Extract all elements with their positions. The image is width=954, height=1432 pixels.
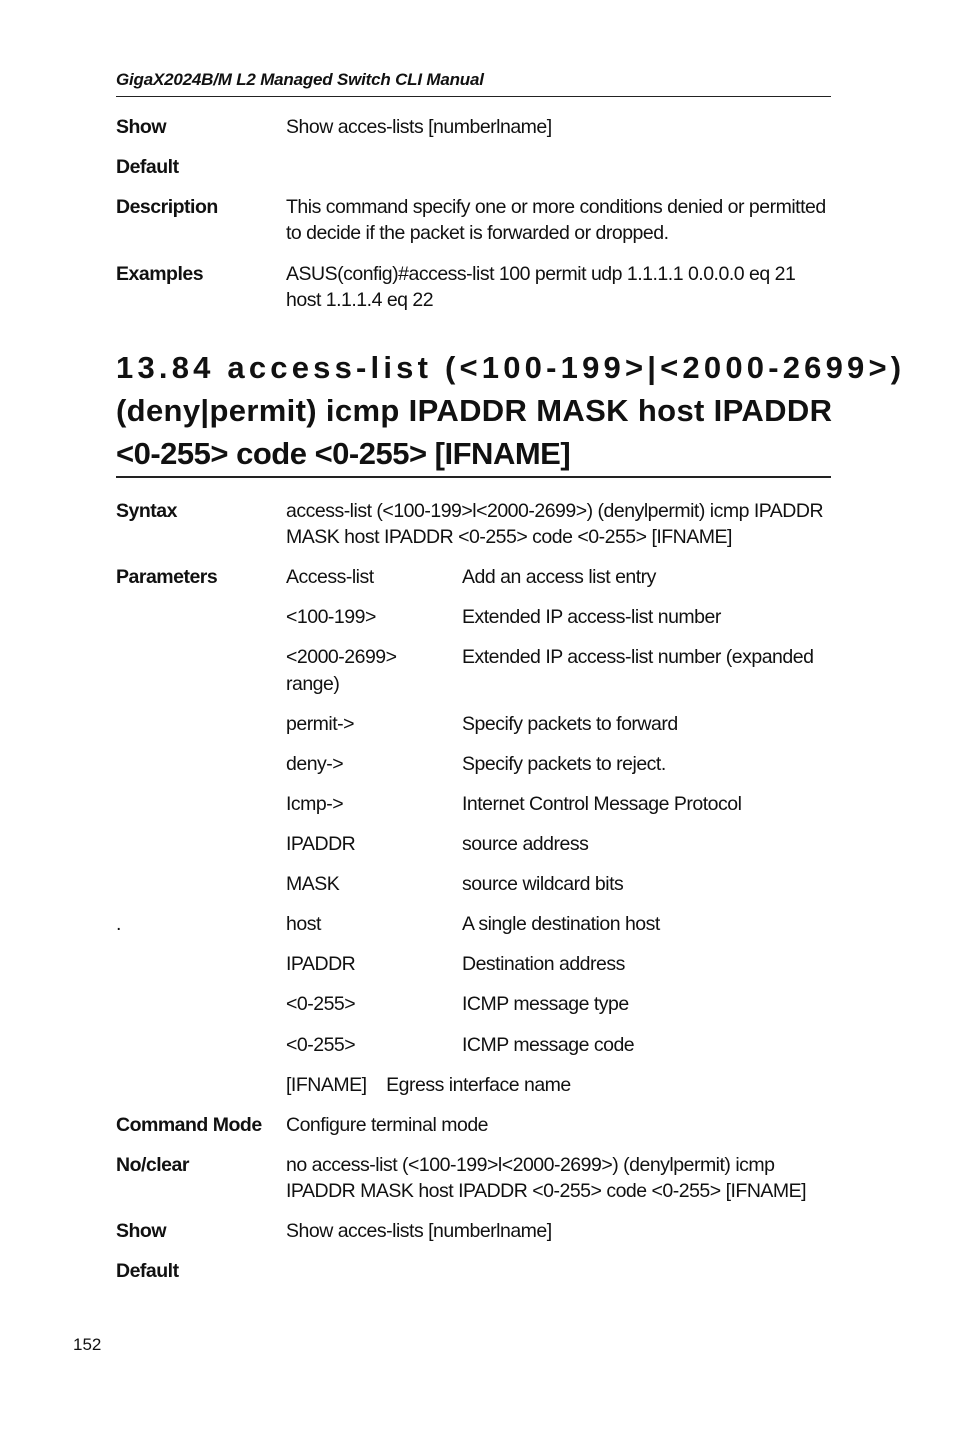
- parameter-name: <0-255>: [286, 1034, 356, 1056]
- parameter-name: MASK: [286, 873, 340, 895]
- parameter-desc: Extended IP access-list number: [462, 606, 721, 628]
- syntax-label: Syntax: [116, 500, 177, 522]
- parameter-name: Icmp->: [286, 793, 344, 815]
- parameter-desc: Add an access list entry: [462, 566, 656, 588]
- section-title-line-2: (deny|permit) icmp IPADDR MASK host IPADDR: [116, 393, 833, 428]
- page-number: 152: [73, 1335, 102, 1354]
- parameter-name: permit->: [286, 713, 355, 735]
- parameter-name: <100-199>: [286, 606, 376, 628]
- parameter-desc: ICMP message type: [462, 993, 629, 1015]
- examples-text: ASUS(config)#access-list 100 permit udp 1.1.1.1 0.0.0.0 eq 21 host 1.1.1.4 eq 22: [286, 263, 796, 311]
- section-title-line-3: <0-255> code <0-255> [IFNAME]: [116, 436, 571, 471]
- default-label: Default: [116, 156, 179, 178]
- parameter-desc: Destination address: [462, 953, 625, 975]
- parameter-desc: A single destination host: [462, 913, 660, 935]
- running-header: GigaX2024B/M L2 Managed Switch CLI Manual: [116, 70, 484, 89]
- parameter-desc: Extended IP access-list number (expanded: [462, 646, 814, 668]
- parameter-desc: Specify packets to reject.: [462, 753, 666, 775]
- description-label: Description: [116, 196, 218, 218]
- section-title-divider: [116, 476, 831, 478]
- parameter-desc: source address: [462, 833, 589, 855]
- show-text: Show acces-lists [numberlname]: [286, 1220, 552, 1242]
- parameter-name: <0-255>: [286, 993, 356, 1015]
- show-label: Show: [116, 116, 166, 138]
- section-title-line-1: 13.84 access-list (<100-199>|<2000-2699>): [116, 350, 906, 385]
- show-label: Show: [116, 1220, 166, 1242]
- parameter-name: Access-list: [286, 566, 374, 588]
- parameter-name: IPADDR: [286, 953, 356, 975]
- parameter-name: host: [286, 913, 321, 935]
- parameter-desc: Specify packets to forward: [462, 713, 678, 735]
- section-title: [116, 346, 906, 475]
- parameter-desc-continuation: range): [286, 673, 340, 695]
- default-label: Default: [116, 1260, 179, 1282]
- examples-label: Examples: [116, 263, 204, 285]
- ifname-row-text: [IFNAME] Egress interface name: [286, 1074, 571, 1096]
- parameter-name: <2000-2699>: [286, 646, 397, 668]
- parameter-name: deny->: [286, 753, 344, 775]
- parameters-label: Parameters: [116, 566, 218, 588]
- command-mode-text: Configure terminal mode: [286, 1114, 489, 1136]
- header-divider: [116, 96, 831, 97]
- stray-dot: .: [116, 913, 121, 935]
- command-mode-label: Command Mode: [116, 1114, 262, 1136]
- parameter-desc: source wildcard bits: [462, 873, 624, 895]
- syntax-text: access-list (<100-199>l<2000-2699>) (denylpermit) icmp IPADDR MASK host IPADDR <0-255> code <0-255> [IFNAME]: [286, 500, 824, 548]
- show-text: Show acces-lists [numberlname]: [286, 116, 552, 138]
- description-text: This command specify one or more conditions denied or permitted to decide if the packet is forwarded or dropped.: [286, 196, 826, 244]
- noclear-text: no access-list (<100-199>l<2000-2699>) (denylpermit) icmp IPADDR MASK host IPADDR <0-255> code <0-255> [IFNAME]: [286, 1154, 807, 1202]
- noclear-label: No/clear: [116, 1154, 189, 1176]
- parameter-desc: ICMP message code: [462, 1034, 635, 1056]
- parameter-name: IPADDR: [286, 833, 356, 855]
- parameter-desc: Internet Control Message Protocol: [462, 793, 742, 815]
